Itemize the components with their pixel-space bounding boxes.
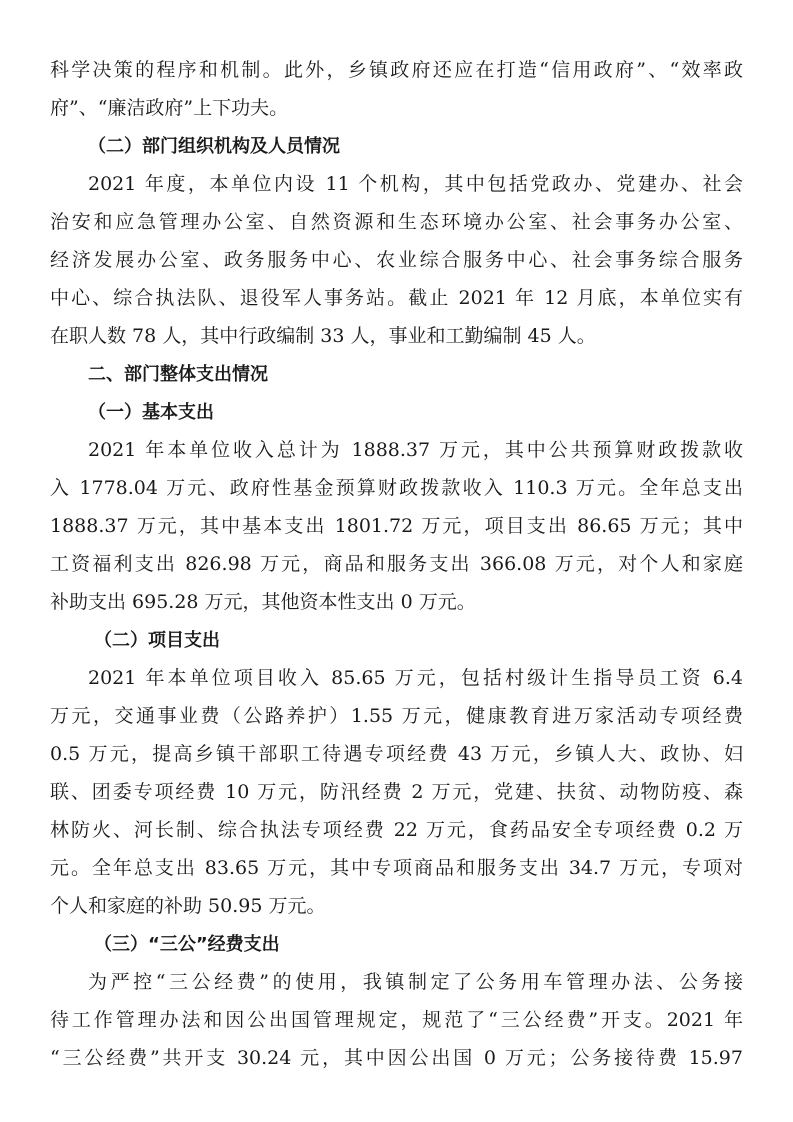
body-line: 中心、综合执法队、退役军人事务站。截止 2021 年 12 月底，本单位实有 bbox=[50, 287, 743, 309]
body-line: 待工作管理办法和因公出国管理规定，规范了“三公经费”开支。2021 年 bbox=[50, 1009, 743, 1031]
body-line: 林防火、河长制、综合执法专项经费 22 万元，食药品安全专项经费 0.2 万 bbox=[50, 819, 743, 841]
body-line: 治安和应急管理办公室、自然资源和生态环境办公室、社会事务办公室、 bbox=[50, 211, 743, 233]
body-line: 2021 年度，本单位内设 11 个机构，其中包括党政办、党建办、社会 bbox=[88, 173, 743, 195]
body-line: 万元，交通事业费（公路养护）1.55 万元，健康教育进万家活动专项经费 bbox=[50, 705, 743, 727]
body-line: 为严控“三公经费”的使用，我镇制定了公务用车管理办法、公务接 bbox=[88, 971, 743, 993]
body-line: 在职人数 78 人，其中行政编制 33 人，事业和工勤编制 45 人。 bbox=[50, 325, 596, 347]
body-line: 2021 年本单位收入总计为 1888.37 万元，其中公共预算财政拨款收 bbox=[88, 439, 743, 461]
body-line: 0.5 万元，提高乡镇干部职工待遇专项经费 43 万元，乡镇人大、政协、妇 bbox=[50, 743, 743, 765]
body-line: 个人和家庭的补助 50.95 万元。 bbox=[50, 895, 326, 917]
body-line: 2021 年本单位项目收入 85.65 万元，包括村级计生指导员工资 6.4 bbox=[88, 667, 743, 689]
body-line: 科学决策的程序和机制。此外，乡镇政府还应在打造“信用政府”、“效率政 bbox=[50, 59, 743, 81]
body-line: 经济发展办公室、政务服务中心、农业综合服务中心、社会事务综合服务 bbox=[50, 249, 743, 271]
chapter-heading: 二、部门整体支出情况 bbox=[88, 364, 268, 385]
section-heading: （二）项目支出 bbox=[94, 630, 220, 651]
body-line: 元。全年总支出 83.65 万元，其中专项商品和服务支出 34.7 万元，专项对 bbox=[50, 857, 743, 879]
body-line: 府”、“廉洁政府”上下功夫。 bbox=[50, 97, 289, 119]
section-heading: （三）“三公”经费支出 bbox=[94, 934, 280, 955]
section-heading: （二）部门组织机构及人员情况 bbox=[88, 136, 340, 157]
body-line: 工资福利支出 826.98 万元，商品和服务支出 366.08 万元，对个人和家庭 bbox=[50, 553, 743, 575]
body-line: 联、团委专项经费 10 万元，防汛经费 2 万元，党建、扶贫、动物防疫、森 bbox=[50, 781, 743, 803]
body-line: “三公经费”共开支 30.24 元，其中因公出国 0 万元；公务接待费 15.97 bbox=[50, 1047, 743, 1069]
body-line: 补助支出 695.28 万元，其他资本性支出 0 万元。 bbox=[50, 591, 476, 613]
section-heading: （一）基本支出 bbox=[88, 402, 214, 423]
body-line: 1888.37 万元，其中基本支出 1801.72 万元，项目支出 86.65 万元；其中 bbox=[50, 515, 743, 537]
body-line: 入 1778.04 万元、政府性基金预算财政拨款收入 110.3 万元。全年总支出 bbox=[50, 477, 743, 499]
